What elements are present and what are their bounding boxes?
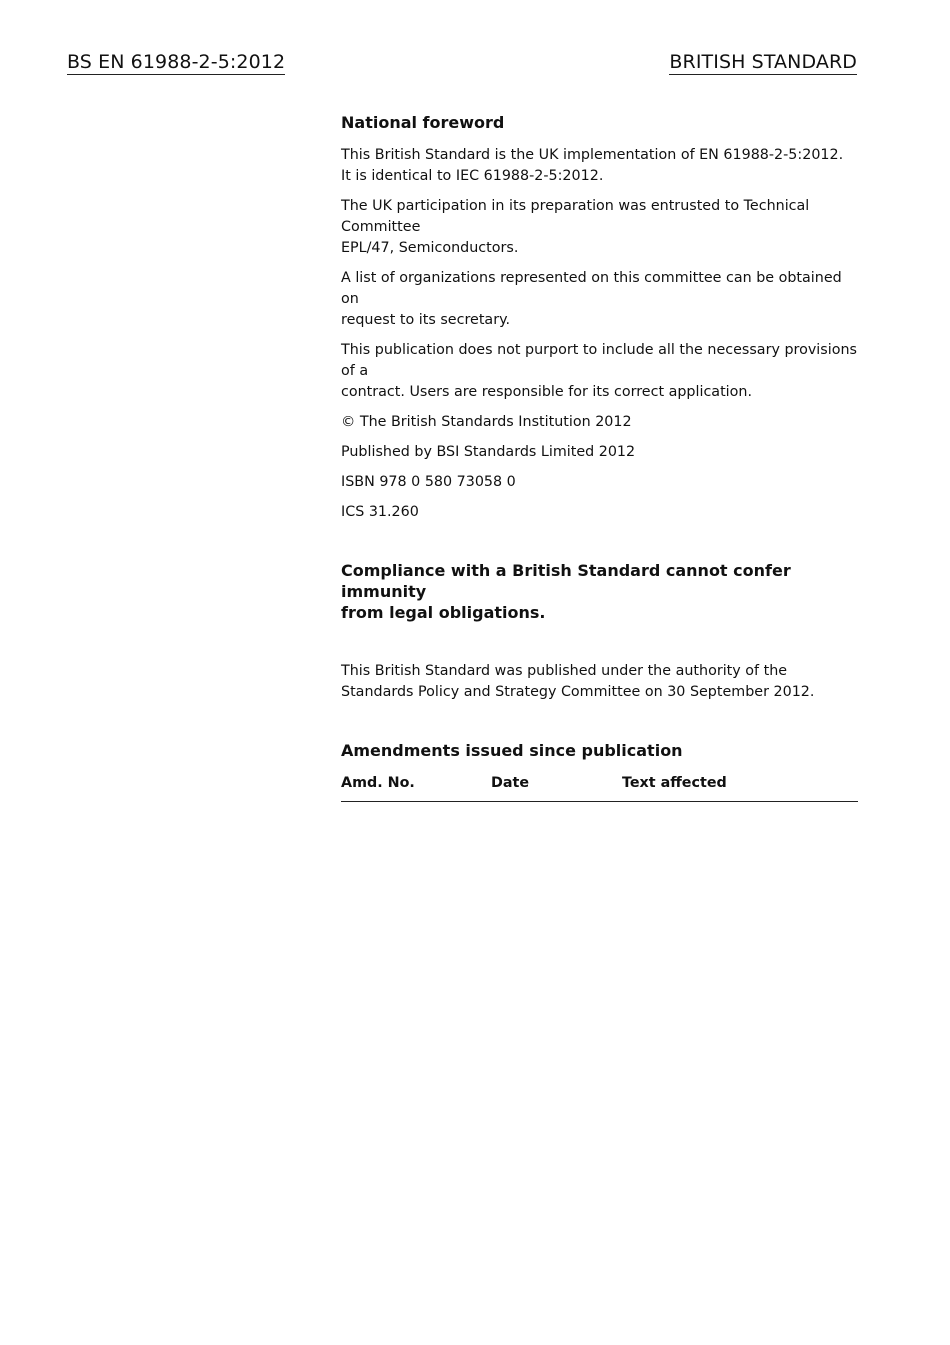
foreword-title: National foreword (341, 113, 505, 132)
foreword-paragraph-4 (341, 340, 858, 403)
authority-line: This British Standard was published under the authority of the (341, 663, 788, 679)
amendments-title: Amendments issued since publication (341, 741, 683, 760)
publisher-line: Published by BSI Standards Limited 2012 (341, 444, 636, 460)
compliance-line: from legal obligations. (341, 603, 546, 622)
foreword-paragraph-2 (341, 196, 858, 259)
foreword-paragraph-3 (341, 268, 858, 331)
paragraph-line: This publication does not purport to include all the necessary provisions of a (341, 342, 857, 379)
document-id-header: BS EN 61988-2-5:2012 (67, 51, 286, 73)
column-header-amd-no: Amd. No. (341, 775, 415, 791)
authority-line: Standards Policy and Strategy Committee on 30 September 2012. (341, 684, 815, 700)
paragraph-line: request to its secretary. (341, 312, 511, 328)
paragraph-line: EPL/47, Semiconductors. (341, 240, 519, 256)
paragraph-line: The UK participation in its preparation was entrusted to Technical Committee (341, 198, 810, 235)
standard-type-header: BRITISH STANDARD (669, 51, 857, 73)
paragraph-line: contract. Users are responsible for its correct application. (341, 384, 753, 400)
authority-statement (341, 661, 858, 703)
paragraph-line: This British Standard is the UK implementation of EN 61988-2-5:2012. (341, 147, 844, 163)
amendments-table-header (341, 773, 858, 802)
ics-line: ICS 31.260 (341, 504, 419, 520)
compliance-line: Compliance with a British Standard cannot confer immunity (341, 561, 791, 601)
isbn-line: ISBN 978 0 580 73058 0 (341, 474, 516, 490)
paragraph-line: A list of organizations represented on this committee can be obtained on (341, 270, 842, 307)
compliance-notice (341, 560, 858, 623)
column-header-text-affected: Text affected (622, 775, 727, 791)
paragraph-line: It is identical to IEC 61988-2-5:2012. (341, 168, 604, 184)
copyright-line: © The British Standards Institution 2012 (341, 414, 632, 430)
foreword-content (341, 112, 858, 802)
column-header-date: Date (491, 775, 530, 791)
foreword-paragraph-1 (341, 145, 858, 187)
